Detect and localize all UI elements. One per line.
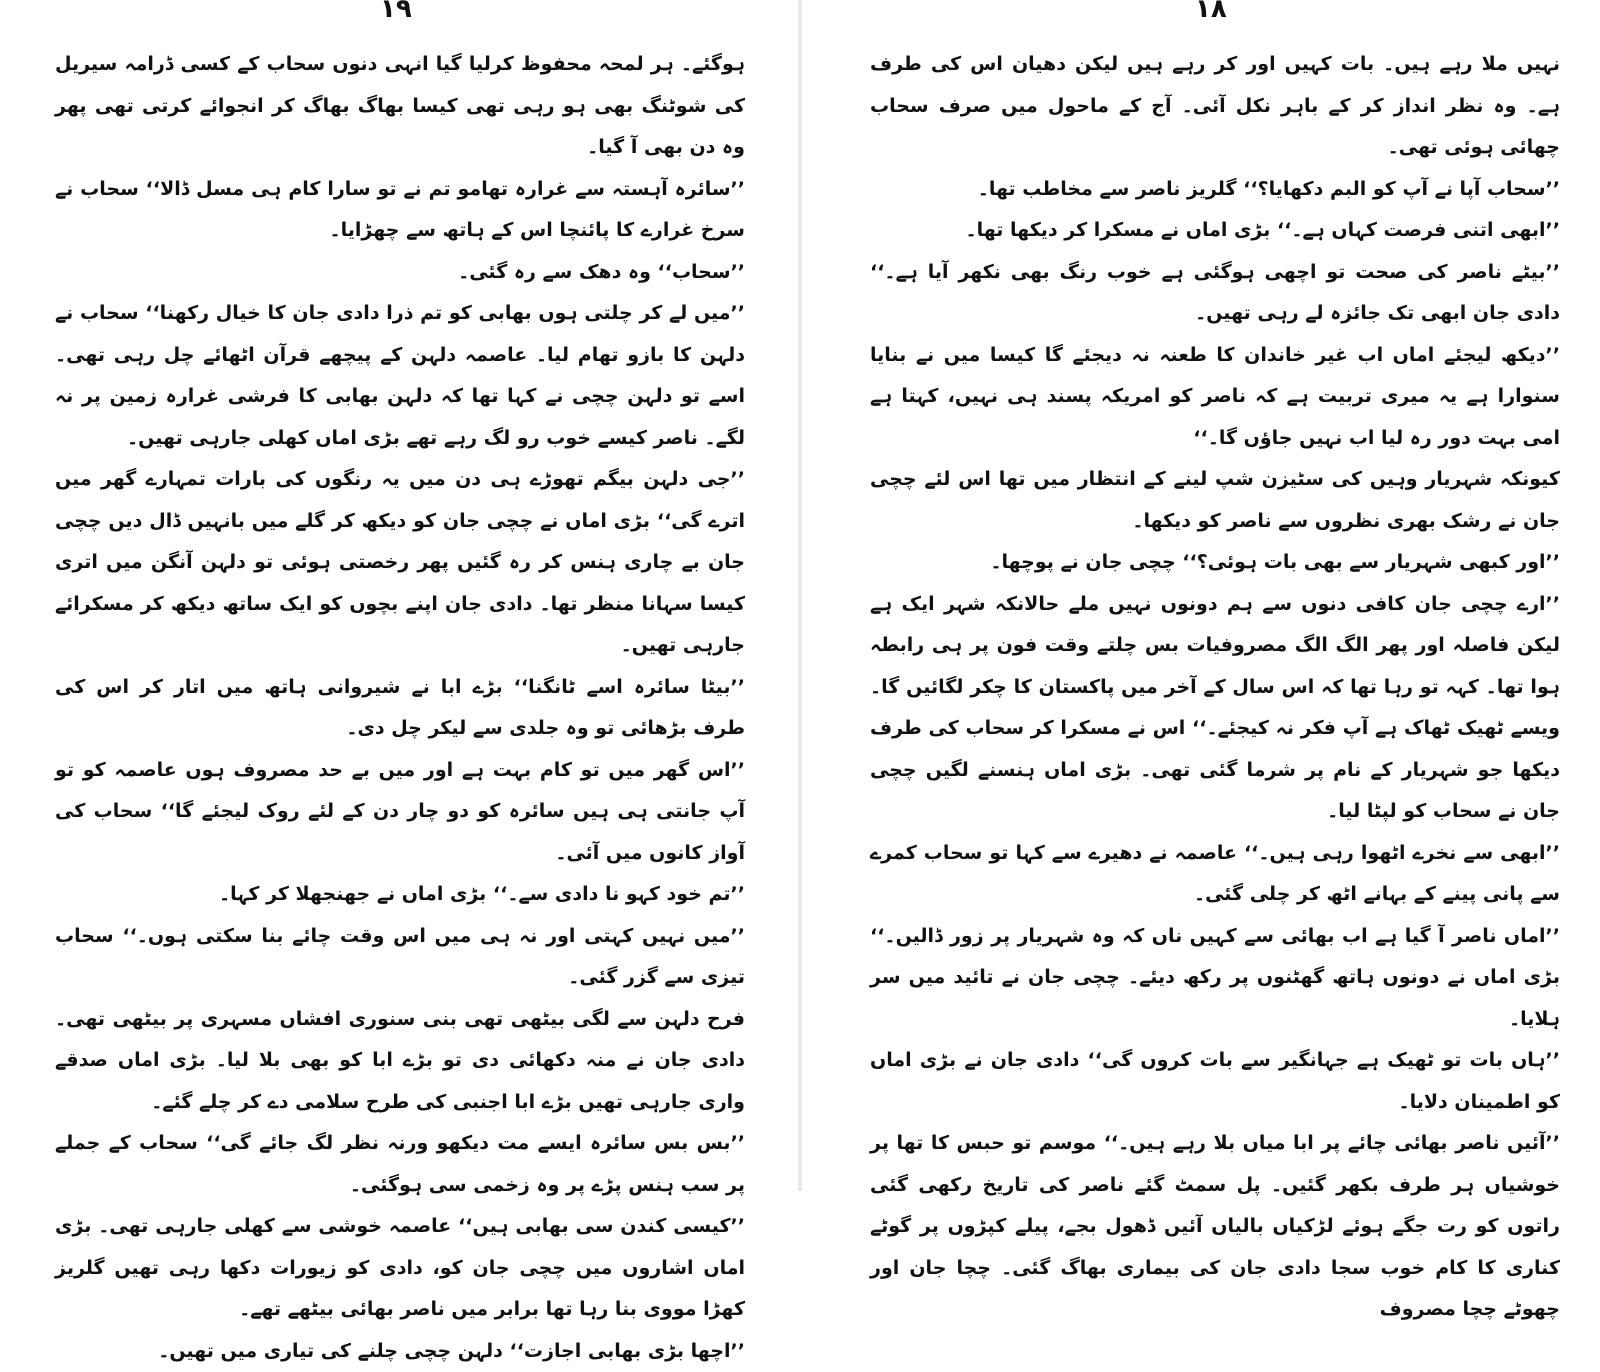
paragraph: ’’بس بس سائرہ ایسے مت دیکھو ورنہ نظر لگ جائے گی‘‘ سحاب کے جملے پر سب ہنس پڑے پر وہ زخمی سی ہوگئی۔ [55,1123,745,1206]
paragraph: ’’اور کبھی شہریار سے بھی بات ہوئی؟‘‘ چچی جان نے پوچھا۔ [870,542,1560,584]
paragraph: ’’بیٹے ناصر کی صحت تو اچھی ہوگئی ہے خوب رنگ بھی نکھر آیا ہے۔‘‘ دادی جان ابھی تک جائزہ لے رہی تھیں۔ [870,252,1560,335]
paragraph: ’’تم خود کہو نا دادی سے۔‘‘ بڑی اماں نے جھنجھلا کر کہا۔ [55,874,745,916]
paragraph: ’’ابھی سے نخرے اٹھوا رہی ہیں۔‘‘ عاصمہ نے دھیرے سے کہا تو سحاب کمرے سے پانی پینے کے بہانے اٹھ کر چلی گئی۔ [870,833,1560,916]
page-number: ۱۹ [380,0,412,24]
paragraph: ’’ارے چچی جان کافی دنوں سے ہم دونوں نہیں ملے حالانکہ شہر ایک ہے لیکن فاصلہ اور پھر الگ الگ مصروفیات بس چلتے وقت فون پر ہی رابطہ ہوا تھا۔ کہہ تو رہا تھا کہ اس سال کے آخر میں پاکستان کا چکر لگائیں گا۔ ویسے ٹھیک ٹھاک ہے آپ فکر نہ کیجئے۔‘‘ اس نے مسکرا کر سحاب کی طرف دیکھا جو شہریار کے نام پر شرما گئی تھی۔ بڑی اماں ہنسنے لگیں چچی جان نے سحاب کو لپٹا لیا۔ [870,584,1560,833]
paragraph: کیونکہ شہریار وہیں کی سٹیزن شپ لینے کے انتظار میں تھا اس لئے چچی جان نے رشک بھری نظروں سے ناصر کو دیکھا۔ [870,459,1560,542]
paragraph: ’’اس گھر میں تو کام بہت ہے اور میں بے حد مصروف ہوں عاصمہ کو تو آپ جانتی ہی ہیں سائرہ کو دو چار دن کے لئے روک لیجئے گا‘‘ سحاب کی آواز کانوں میں آئی۔ [55,750,745,875]
paragraph: ’’میں نہیں کہتی اور نہ ہی میں اس وقت چائے بنا سکتی ہوں۔‘‘ سحاب تیزی سے گزر گئی۔ [55,916,745,999]
paragraph: ’’جی دلہن بیگم تھوڑے ہی دن میں یہ رنگوں کی بارات تمہارے گھر میں اترے گی‘‘ بڑی اماں نے چچی جان کو دیکھ کر گلے میں بانہیں ڈال دیں چچی جان بے چاری ہنس کر رہ گئیں پھر رخصتی ہوئی تو دلہن آنگن میں اتری کیسا سہانا منظر تھا۔ دادی جان اپنے بچوں کو ایک ساتھ دیکھ کر مسکرائے جارہی تھیں۔ [55,459,745,667]
paragraph: ’’سحاب‘‘ وہ دھک سے رہ گئی۔ [55,252,745,294]
paragraph: ’’ابھی اتنی فرصت کہاں ہے۔‘‘ بڑی اماں نے مسکرا کر دیکھا تھا۔ [870,210,1560,252]
paragraph: ’’بیٹا سائرہ اسے ٹانگنا‘‘ بڑے ابا نے شیروانی ہاتھ میں اتار کر اس کی طرف بڑھائی تو وہ جلدی سے لیکر چل دی۔ [55,667,745,750]
paragraph: ہوگئے۔ ہر لمحہ محفوظ کرلیا گیا انہی دنوں سحاب کے کسی ڈرامہ سیریل کی شوٹنگ بھی ہو رہی تھی کیسا بھاگ بھاگ کر انجوائے کرتی تھی پھر وہ دن بھی آ گیا۔ [55,44,745,169]
paragraph: ’’سائرہ آہستہ سے غرارہ تھامو تم نے تو سارا کام ہی مسل ڈالا‘‘ سحاب نے سرخ غرارے کا پائنچا اس کے ہاتھ سے چھڑایا۔ [55,169,745,252]
paragraph: ’’سحاب آپا نے آپ کو البم دکھایا؟‘‘ گلریز ناصر سے مخاطب تھا۔ [870,169,1560,211]
right-page-text [870,44,1560,1331]
paragraph: نہیں ملا رہے ہیں۔ بات کہیں اور کر رہے ہیں لیکن دھیان اس کی طرف ہے۔ وہ نظر انداز کر کے باہر نکل آئی۔ آج کے ماحول میں صرف سحاب چھائی ہوئی تھی۔ [870,44,1560,169]
paragraph: ’’اماں ناصر آ گیا ہے اب بھائی سے کہیں ناں کہ وہ شہریار پر زور ڈالیں۔‘‘ بڑی اماں نے دونوں ہاتھ گھٹنوں پر رکھ دیئے۔ چچی جان نے تائید میں سر ہلایا۔ [870,916,1560,1041]
page-number: ۱۸ [1195,0,1227,24]
left-page [0,0,800,1191]
paragraph: ’’میں لے کر چلتی ہوں بھابی کو تم ذرا دادی جان کا خیال رکھنا‘‘ سحاب نے دلہن کا بازو تھام لیا۔ عاصمہ دلہن کے پیچھے قرآن اٹھائے چل رہی تھی۔ اسے تو دلہن چچی نے کہا تھا کہ دلہن بھابی کا فرشی غرارہ زمین پر نہ لگے۔ ناصر کیسے خوب رو لگ رہے تھے بڑی اماں کھلی جارہی تھیں۔ [55,293,745,459]
right-page [800,0,1600,1191]
paragraph: ’’کیسی کندن سی بھابی ہیں‘‘ عاصمہ خوشی سے کھلی جارہی تھی۔ بڑی اماں اشاروں میں چچی جان کو، دادی کو زیورات دکھا رہی تھیں گلریز کھڑا مووی بنا رہا تھا برابر میں ناصر بھائی بیٹھے تھے۔ [55,1206,745,1331]
left-page-text [55,44,745,1372]
paragraph: ’’اچھا بڑی بھابی اجازت‘‘ دلہن چچی چلنے کی تیاری میں تھیں۔ [55,1331,745,1372]
paragraph: ’’ہاں بات تو ٹھیک ہے جہانگیر سے بات کروں گی‘‘ دادی جان نے بڑی اماں کو اطمینان دلایا۔ [870,1040,1560,1123]
paragraph: فرح دلہن سے لگی بیٹھی تھی بنی سنوری افشاں مسہری پر بیٹھی تھی۔ دادی جان نے منہ دکھائی دی تو بڑے ابا کو بھی بلا لیا۔ بڑی اماں صدقے واری جارہی تھیں بڑے ابا اجنبی کی طرح سلامی دے کر چلے گئے۔ [55,999,745,1124]
paragraph: ’’دیکھ لیجئے اماں اب غیر خاندان کا طعنہ نہ دیجئے گا کیسا میں نے بنایا سنوارا ہے یہ میری تربیت ہے کہ ناصر کو امریکہ پسند ہی نہیں، کہتا ہے امی بہت دور رہ لیا اب نہیں جاؤں گا۔‘‘ [870,335,1560,460]
paragraph: ’’آئیں ناصر بھائی چائے پر ابا میاں بلا رہے ہیں۔‘‘ موسم تو حبس کا تھا پر خوشیاں ہر طرف بکھر گئیں۔ پل سمٹ گئے ناصر کی تاریخ رکھی گئی راتوں کو رت جگے ہوئے لڑکیاں بالیاں آئیں ڈھول بجے، پیلے کپڑوں پر گوٹے کناری کا کام خوب سجا دادی جان کی بیماری بھاگ گئی۔ چچا جان اور چھوٹے چچا مصروف [870,1123,1560,1331]
